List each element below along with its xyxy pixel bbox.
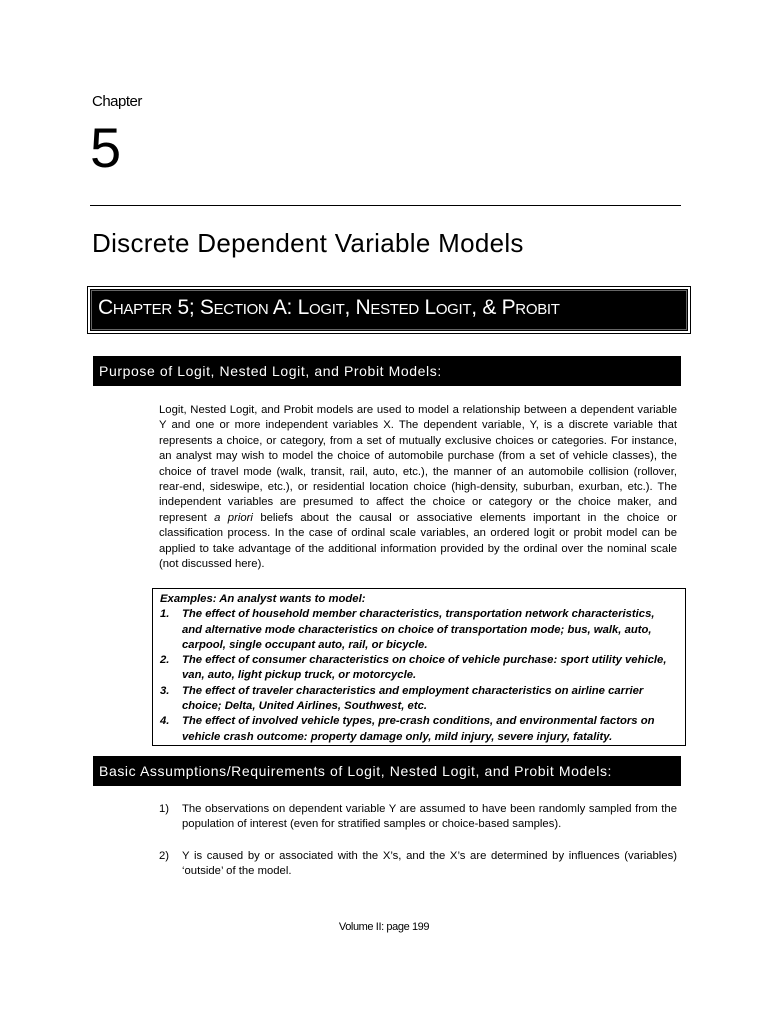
example-number: 2. — [160, 654, 170, 667]
purpose-heading: Purpose of Logit, Nested Logit, and Probit Models: — [93, 356, 681, 386]
section-header-box — [88, 287, 690, 333]
assumptions-heading: Basic Assumptions/Requirements of Logit, Nested Logit, and Probit Models: — [93, 756, 681, 786]
example-text: The effect of consumer characteristics on choice of vehicle purchase: sport utility vehicle, van, auto, light pickup truck, or motorcycle. — [182, 654, 667, 682]
examples-box — [152, 588, 686, 746]
example-item — [160, 714, 677, 745]
purpose-text-italic: a priori — [214, 511, 253, 524]
purpose-text-part1: Logit, Nested Logit, and Probit models are used to model a relationship between a dependent variable Y and one or more independent variables X. The dependent variable, Y, is a discrete variable that represents a choice, or category, from a set of mutually exclusive choices or categories. For instance, an analyst may wish to model the choice of automobile purchase (from a set of vehicle classes), the choice of travel mode (walk, transit, rail, auto, etc.), the manner of an automobile collision (rollover, rear-end, sideswipe, etc.), or residential location choice (high-density, suburban, exurban, etc.). The independent variables are presumed to affect the choice or category or the choice maker, and represent — [159, 404, 677, 524]
purpose-text-part2: beliefs about the causal or associative elements important in the choice or classification process. In the case of ordinal scale variables, an ordered logit or probit model can be applied to take advantage of the additional information provided by the ordinal over the nominal scale (not discussed here). — [159, 511, 677, 571]
example-number: 4. — [160, 715, 170, 728]
page-footer: Volume II: page 199 — [338, 921, 430, 933]
example-item — [160, 607, 677, 653]
assumption-item — [159, 849, 677, 880]
page-title: Discrete Dependent Variable Models — [92, 228, 524, 258]
example-text: The effect of traveler characteristics and employment characteristics on airline carrier choice; Delta, United Airlines, Southwest, etc. — [182, 684, 644, 713]
example-text: The effect of household member characteristics, transportation network characteristics, and alternative mode characteristics on choice of transportation mode; bus, walk, auto, carpool, single occupant auto, rail, or bicycle. — [182, 608, 655, 651]
example-text: The effect of involved vehicle types, pre-crash conditions, and environmental factors on vehicle crash outcome: property damage only, mild injury, severe injury, fatality. — [182, 715, 655, 743]
section-header-text: Chapter 5; Section A: Logit, Nested Logit, & Probit — [98, 296, 560, 319]
assumption-text: The observations on dependent variable Y are assumed to have been randomly sampled from the population of interest (even for stratified samples or choice-based samples). — [182, 803, 677, 831]
chapter-number: 5 — [90, 116, 122, 179]
example-item — [160, 653, 677, 684]
assumption-number: 2) — [159, 850, 170, 862]
example-number: 3. — [160, 684, 170, 697]
assumption-number: 1) — [159, 803, 170, 815]
assumption-text: Y is caused by or associated with the X’s, and the X’s are determined by influences (variables) ‘outside’ of the model. — [182, 850, 677, 878]
example-item — [160, 684, 677, 715]
example-number: 1. — [160, 608, 170, 621]
purpose-paragraph — [159, 403, 677, 572]
horizontal-rule — [90, 205, 681, 206]
assumption-item — [159, 802, 677, 833]
chapter-label: Chapter — [92, 93, 142, 110]
examples-heading: Examples: An analyst wants to model: — [160, 593, 366, 605]
